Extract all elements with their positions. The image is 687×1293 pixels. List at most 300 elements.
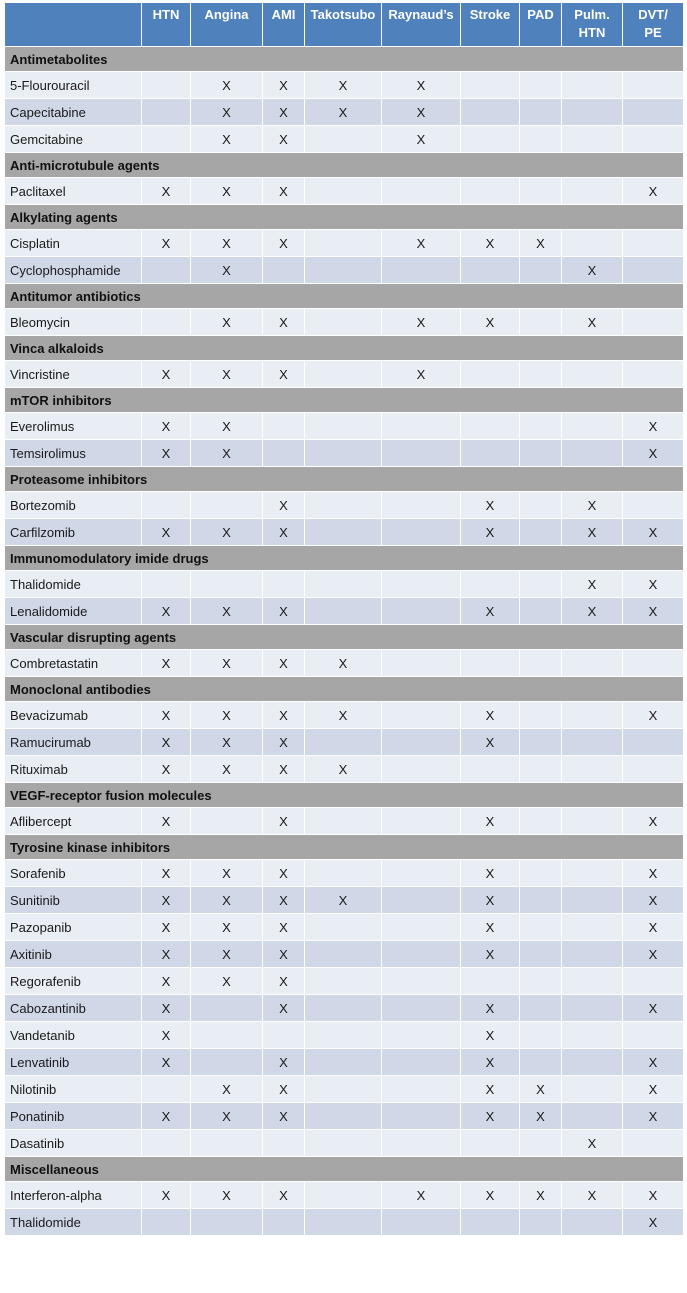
effect-cell — [142, 309, 191, 336]
effect-cell — [382, 413, 461, 440]
effect-cell — [520, 126, 562, 153]
effect-cell — [562, 968, 623, 995]
effect-cell: X — [142, 968, 191, 995]
effect-cell — [263, 1130, 305, 1157]
effect-cell: X — [263, 230, 305, 257]
drug-name: Cisplatin — [5, 230, 142, 257]
effect-cell — [562, 995, 623, 1022]
effect-cell — [562, 702, 623, 729]
effect-cell: X — [623, 808, 684, 835]
category-row — [5, 835, 684, 860]
effect-cell: X — [562, 1130, 623, 1157]
effect-cell — [305, 571, 382, 598]
effect-cell — [562, 361, 623, 388]
header-row — [5, 3, 684, 47]
effect-cell — [520, 361, 562, 388]
effect-cell — [520, 571, 562, 598]
effect-cell: X — [191, 257, 263, 284]
effect-cell — [142, 99, 191, 126]
effect-cell — [461, 126, 520, 153]
effect-cell — [382, 571, 461, 598]
effect-cell: X — [191, 914, 263, 941]
drug-name: Bevacizumab — [5, 702, 142, 729]
effect-cell — [305, 1103, 382, 1130]
effect-cell — [142, 72, 191, 99]
column-header: PAD — [520, 3, 562, 47]
effect-cell: X — [562, 519, 623, 546]
effect-cell: X — [191, 702, 263, 729]
effect-cell: X — [623, 1103, 684, 1130]
drug-name: Thalidomide — [5, 571, 142, 598]
category-label: Immunomodulatory imide drugs — [5, 546, 684, 571]
effect-cell — [520, 1209, 562, 1236]
effect-cell: X — [263, 756, 305, 783]
drug-row — [5, 519, 684, 546]
effect-cell — [562, 650, 623, 677]
drug-name: Sorafenib — [5, 860, 142, 887]
effect-cell — [623, 309, 684, 336]
effect-cell — [305, 1182, 382, 1209]
drug-row — [5, 995, 684, 1022]
effect-cell: X — [562, 257, 623, 284]
effect-cell: X — [142, 756, 191, 783]
effect-cell — [305, 729, 382, 756]
effect-cell — [382, 887, 461, 914]
effect-cell — [305, 1076, 382, 1103]
effect-cell — [382, 440, 461, 467]
drug-row — [5, 1103, 684, 1130]
category-label: Anti-microtubule agents — [5, 153, 684, 178]
effect-cell: X — [623, 598, 684, 625]
effect-cell: X — [461, 1022, 520, 1049]
effect-cell — [562, 887, 623, 914]
effect-cell — [263, 257, 305, 284]
effect-cell — [191, 1022, 263, 1049]
drug-row — [5, 1182, 684, 1209]
effect-cell: X — [382, 309, 461, 336]
effect-cell — [382, 702, 461, 729]
effect-cell: X — [263, 361, 305, 388]
effect-cell — [623, 756, 684, 783]
drug-name: Interferon-alpha — [5, 1182, 142, 1209]
effect-cell: X — [263, 519, 305, 546]
drug-row — [5, 178, 684, 205]
effect-cell: X — [562, 571, 623, 598]
effect-cell — [305, 941, 382, 968]
drug-name: Aflibercept — [5, 808, 142, 835]
effect-cell: X — [562, 492, 623, 519]
drug-name: Lenvatinib — [5, 1049, 142, 1076]
effect-cell: X — [191, 729, 263, 756]
effect-cell: X — [263, 650, 305, 677]
drug-name: Everolimus — [5, 413, 142, 440]
drug-name: Paclitaxel — [5, 178, 142, 205]
effect-cell: X — [382, 99, 461, 126]
effect-cell — [382, 1022, 461, 1049]
effect-cell — [382, 1049, 461, 1076]
effect-cell — [305, 361, 382, 388]
effect-cell — [562, 1076, 623, 1103]
effect-cell — [520, 756, 562, 783]
effect-cell: X — [562, 309, 623, 336]
effect-cell — [305, 1049, 382, 1076]
drug-row — [5, 702, 684, 729]
drug-row — [5, 361, 684, 388]
effect-cell: X — [623, 1076, 684, 1103]
effect-cell: X — [191, 361, 263, 388]
drug-name: Ramucirumab — [5, 729, 142, 756]
category-row — [5, 677, 684, 702]
drug-row — [5, 808, 684, 835]
effect-cell: X — [623, 519, 684, 546]
effect-cell — [520, 941, 562, 968]
effect-cell — [305, 1130, 382, 1157]
effect-cell — [520, 440, 562, 467]
category-row — [5, 546, 684, 571]
effect-cell — [461, 72, 520, 99]
effect-cell: X — [305, 72, 382, 99]
effect-cell: X — [520, 230, 562, 257]
drug-row — [5, 1076, 684, 1103]
effect-cell — [263, 571, 305, 598]
effect-cell: X — [263, 1103, 305, 1130]
effect-cell — [142, 257, 191, 284]
drug-row — [5, 230, 684, 257]
header-corner — [5, 3, 142, 47]
effect-cell — [461, 178, 520, 205]
effect-cell: X — [263, 492, 305, 519]
effect-cell — [520, 729, 562, 756]
effect-cell — [305, 519, 382, 546]
drug-name: Cyclophosphamide — [5, 257, 142, 284]
effect-cell: X — [142, 598, 191, 625]
drug-name: Gemcitabine — [5, 126, 142, 153]
effect-cell: X — [191, 178, 263, 205]
effect-cell: X — [461, 941, 520, 968]
effect-cell — [382, 968, 461, 995]
column-header: Raynaud’s — [382, 3, 461, 47]
effect-cell: X — [191, 756, 263, 783]
drug-name: Ponatinib — [5, 1103, 142, 1130]
effect-cell — [305, 1022, 382, 1049]
table-body — [5, 47, 684, 1236]
drug-name: Vincristine — [5, 361, 142, 388]
effect-cell: X — [263, 729, 305, 756]
effect-cell: X — [623, 1209, 684, 1236]
effect-cell — [623, 72, 684, 99]
effect-cell: X — [520, 1076, 562, 1103]
effect-cell — [382, 995, 461, 1022]
effect-cell: X — [142, 1103, 191, 1130]
effect-cell — [382, 598, 461, 625]
drug-row — [5, 571, 684, 598]
effect-cell — [305, 808, 382, 835]
effect-cell — [382, 860, 461, 887]
effect-cell — [562, 72, 623, 99]
effect-cell — [520, 1049, 562, 1076]
effect-cell: X — [191, 598, 263, 625]
effect-cell: X — [191, 440, 263, 467]
effect-cell — [562, 941, 623, 968]
drug-name: Carfilzomib — [5, 519, 142, 546]
effect-cell — [305, 598, 382, 625]
effect-cell — [382, 808, 461, 835]
category-row — [5, 388, 684, 413]
drug-name: 5-Flourouracil — [5, 72, 142, 99]
effect-cell: X — [191, 99, 263, 126]
effect-cell: X — [191, 126, 263, 153]
effect-cell — [461, 413, 520, 440]
effect-cell: X — [191, 1103, 263, 1130]
drug-name: Cabozantinib — [5, 995, 142, 1022]
effect-cell — [461, 361, 520, 388]
effect-cell — [520, 914, 562, 941]
effect-cell: X — [191, 1182, 263, 1209]
category-row — [5, 783, 684, 808]
effect-cell: X — [461, 519, 520, 546]
drug-row — [5, 598, 684, 625]
category-label: Tyrosine kinase inhibitors — [5, 835, 684, 860]
effect-cell: X — [623, 887, 684, 914]
effect-cell: X — [382, 1182, 461, 1209]
effect-cell — [562, 99, 623, 126]
effect-cell: X — [623, 413, 684, 440]
drug-name: Rituximab — [5, 756, 142, 783]
effect-cell: X — [263, 72, 305, 99]
effect-cell: X — [142, 230, 191, 257]
drug-name: Bleomycin — [5, 309, 142, 336]
effect-cell — [305, 968, 382, 995]
effect-cell: X — [142, 941, 191, 968]
effect-cell: X — [623, 914, 684, 941]
effect-cell: X — [142, 1022, 191, 1049]
effect-cell — [305, 914, 382, 941]
effect-cell — [382, 1103, 461, 1130]
effect-cell — [461, 756, 520, 783]
effect-cell: X — [191, 860, 263, 887]
drug-row — [5, 1049, 684, 1076]
effect-cell — [562, 756, 623, 783]
effect-cell — [461, 257, 520, 284]
effect-cell: X — [305, 650, 382, 677]
effect-cell — [305, 995, 382, 1022]
category-label: Monoclonal antibodies — [5, 677, 684, 702]
effect-cell — [520, 598, 562, 625]
effect-cell: X — [461, 995, 520, 1022]
effect-cell — [461, 650, 520, 677]
effect-cell — [191, 1209, 263, 1236]
effect-cell — [520, 492, 562, 519]
effect-cell: X — [562, 598, 623, 625]
effect-cell: X — [461, 309, 520, 336]
effect-cell — [461, 440, 520, 467]
drug-name: Regorafenib — [5, 968, 142, 995]
effect-cell: X — [382, 361, 461, 388]
effect-cell — [382, 1209, 461, 1236]
category-label: Vinca alkaloids — [5, 336, 684, 361]
effect-cell — [520, 413, 562, 440]
drug-row — [5, 968, 684, 995]
effect-cell — [382, 178, 461, 205]
effect-cell — [520, 650, 562, 677]
effect-cell: X — [263, 702, 305, 729]
effect-cell — [305, 309, 382, 336]
effect-cell — [305, 492, 382, 519]
effect-cell — [142, 1076, 191, 1103]
column-header: Takotsubo — [305, 3, 382, 47]
drug-name: Sunitinib — [5, 887, 142, 914]
effect-cell: X — [191, 230, 263, 257]
column-header: HTN — [142, 3, 191, 47]
effect-cell: X — [461, 887, 520, 914]
effect-cell: X — [520, 1182, 562, 1209]
effect-cell: X — [191, 72, 263, 99]
effect-cell: X — [142, 1049, 191, 1076]
category-row — [5, 153, 684, 178]
effect-cell: X — [623, 995, 684, 1022]
effect-cell — [382, 941, 461, 968]
drug-row — [5, 1130, 684, 1157]
effect-cell: X — [461, 1076, 520, 1103]
effect-cell — [562, 413, 623, 440]
drug-row — [5, 650, 684, 677]
effect-cell — [623, 257, 684, 284]
effect-cell: X — [191, 519, 263, 546]
effect-cell: X — [461, 1103, 520, 1130]
effect-cell: X — [142, 995, 191, 1022]
effect-cell — [562, 1022, 623, 1049]
effect-cell — [305, 230, 382, 257]
effect-cell — [520, 808, 562, 835]
effect-cell: X — [191, 887, 263, 914]
effect-cell: X — [263, 99, 305, 126]
category-label: Proteasome inhibitors — [5, 467, 684, 492]
drug-row — [5, 887, 684, 914]
effect-cell: X — [263, 309, 305, 336]
effect-cell — [562, 126, 623, 153]
column-header: Pulm. HTN — [562, 3, 623, 47]
effect-cell — [562, 1049, 623, 1076]
effect-cell — [263, 440, 305, 467]
effect-cell: X — [305, 702, 382, 729]
effect-cell: X — [191, 650, 263, 677]
effect-cell — [142, 492, 191, 519]
effect-cell — [382, 650, 461, 677]
table-header — [5, 3, 684, 47]
column-header: AMI — [263, 3, 305, 47]
column-header: DVT/ PE — [623, 3, 684, 47]
drug-row — [5, 1209, 684, 1236]
effect-cell — [305, 440, 382, 467]
effect-cell — [520, 702, 562, 729]
category-row — [5, 625, 684, 650]
effect-cell — [520, 309, 562, 336]
effect-cell — [382, 519, 461, 546]
drug-row — [5, 309, 684, 336]
effect-cell — [142, 1209, 191, 1236]
effect-cell: X — [142, 914, 191, 941]
effect-cell: X — [142, 860, 191, 887]
drug-name: Lenalidomide — [5, 598, 142, 625]
effect-cell — [520, 1130, 562, 1157]
effect-cell: X — [142, 178, 191, 205]
drug-row — [5, 756, 684, 783]
effect-cell: X — [263, 968, 305, 995]
effect-cell — [520, 1022, 562, 1049]
effect-cell — [382, 914, 461, 941]
drug-name: Pazopanib — [5, 914, 142, 941]
effect-cell — [305, 413, 382, 440]
effect-cell — [461, 1209, 520, 1236]
effect-cell — [520, 519, 562, 546]
effect-cell: X — [263, 178, 305, 205]
effect-cell — [562, 230, 623, 257]
effect-cell: X — [142, 440, 191, 467]
effect-cell: X — [461, 230, 520, 257]
effect-cell: X — [263, 941, 305, 968]
effect-cell — [520, 887, 562, 914]
effect-cell: X — [142, 413, 191, 440]
drug-name: Vandetanib — [5, 1022, 142, 1049]
effect-cell — [562, 440, 623, 467]
effect-cell — [623, 492, 684, 519]
drug-row — [5, 914, 684, 941]
effect-cell — [562, 914, 623, 941]
drug-row — [5, 860, 684, 887]
category-label: Miscellaneous — [5, 1157, 684, 1182]
effect-cell — [520, 968, 562, 995]
effect-cell: X — [623, 941, 684, 968]
effect-cell — [142, 126, 191, 153]
drug-name: Bortezomib — [5, 492, 142, 519]
drug-row — [5, 729, 684, 756]
effect-cell: X — [623, 702, 684, 729]
category-row — [5, 47, 684, 72]
effect-cell — [382, 492, 461, 519]
column-header: Stroke — [461, 3, 520, 47]
effect-cell: X — [461, 702, 520, 729]
effect-cell: X — [382, 72, 461, 99]
effect-cell: X — [461, 1049, 520, 1076]
drug-row — [5, 440, 684, 467]
effect-cell: X — [142, 808, 191, 835]
effect-cell — [562, 729, 623, 756]
effect-cell: X — [461, 914, 520, 941]
effect-cell — [623, 650, 684, 677]
effect-cell — [191, 571, 263, 598]
effect-cell: X — [191, 941, 263, 968]
effect-cell: X — [623, 571, 684, 598]
effect-cell: X — [461, 860, 520, 887]
drug-name: Thalidomide — [5, 1209, 142, 1236]
effect-cell: X — [263, 1049, 305, 1076]
effect-cell: X — [263, 914, 305, 941]
category-label: Vascular disrupting agents — [5, 625, 684, 650]
effect-cell — [520, 72, 562, 99]
effect-cell: X — [142, 702, 191, 729]
effect-cell — [520, 995, 562, 1022]
effect-cell: X — [263, 887, 305, 914]
effect-cell: X — [263, 126, 305, 153]
drug-row — [5, 492, 684, 519]
effect-cell — [623, 126, 684, 153]
effect-cell: X — [263, 995, 305, 1022]
effect-cell: X — [461, 1182, 520, 1209]
effect-cell — [382, 1076, 461, 1103]
effect-cell — [520, 99, 562, 126]
cardiotoxicity-table — [4, 2, 684, 1236]
drug-row — [5, 126, 684, 153]
